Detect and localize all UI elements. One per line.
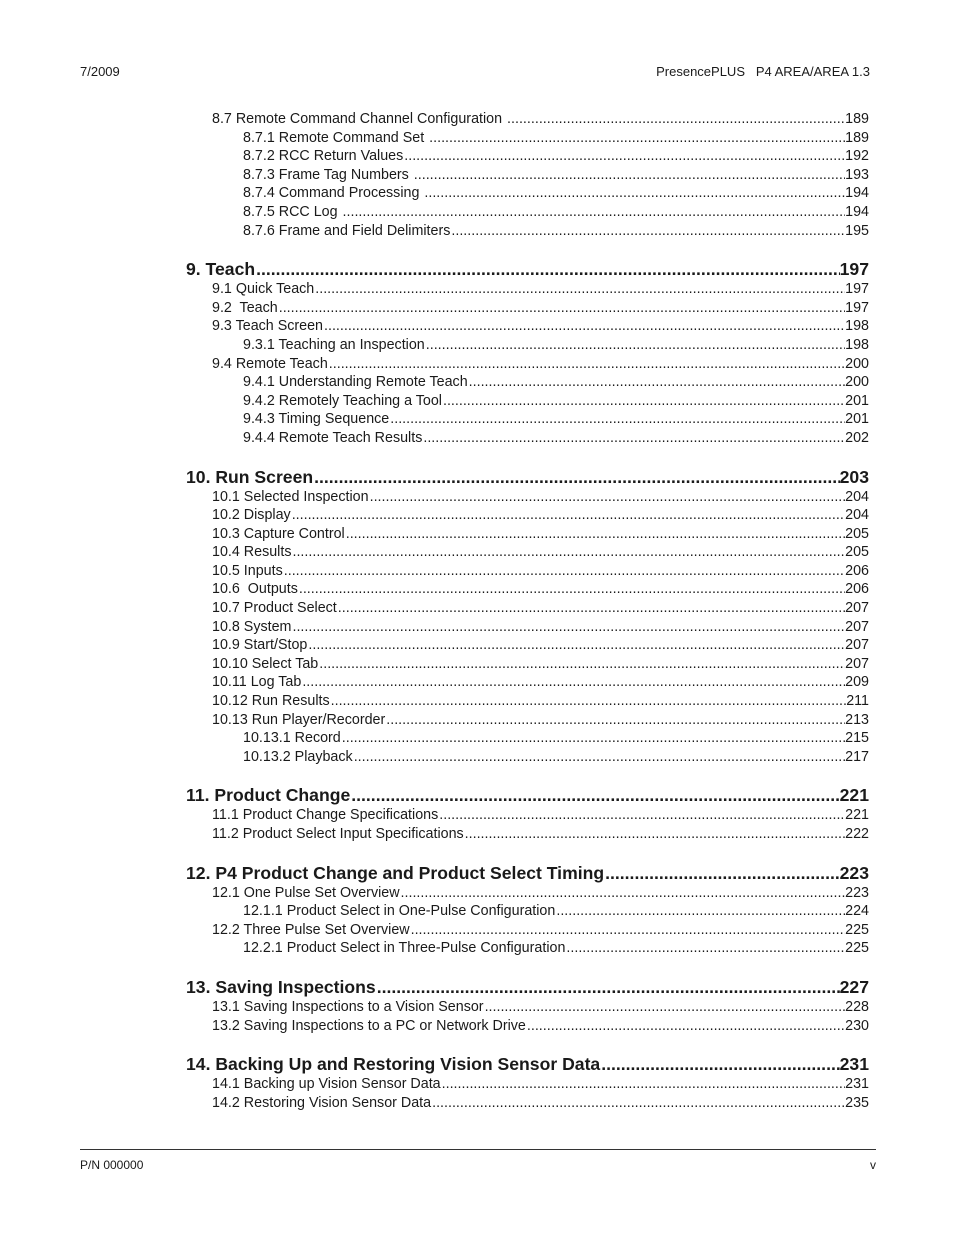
toc-entry-page: 206 xyxy=(845,581,869,598)
toc-entry-title: 12.2.1 Product Select in Three-Pulse Configuration xyxy=(243,940,566,957)
toc-chapter-entry[interactable] xyxy=(0,1053,954,1075)
toc-entry-title: 10.1 Selected Inspection xyxy=(212,488,369,505)
toc-section-entry[interactable] xyxy=(0,562,954,581)
toc-entry-title: 9.4.3 Timing Sequence xyxy=(243,411,390,428)
toc-entry-title: 9.4.4 Remote Teach Results xyxy=(243,429,423,446)
toc-entry-page: 200 xyxy=(845,374,869,391)
toc-dot-leader xyxy=(485,998,846,1017)
toc-dot-leader xyxy=(324,317,845,336)
toc-section-entry[interactable] xyxy=(0,355,954,374)
toc-entry-page: 206 xyxy=(845,562,869,579)
toc-entry-page: 231 xyxy=(845,1076,869,1093)
toc-section-entry[interactable] xyxy=(0,506,954,525)
toc-section-entry[interactable] xyxy=(0,599,954,618)
toc-dot-leader xyxy=(439,806,845,825)
toc-entry-page: 235 xyxy=(845,1094,869,1111)
toc-entry-title: 11.1 Product Change Specifications xyxy=(212,807,439,824)
toc-entry-title: 12.2 Three Pulse Set Overview xyxy=(212,921,410,938)
toc-section-entry[interactable] xyxy=(0,410,954,429)
toc-dot-leader xyxy=(605,862,840,884)
toc-entry-page: 228 xyxy=(845,998,869,1015)
toc-entry-title: 9.3.1 Teaching an Inspection xyxy=(243,336,425,353)
toc-entry-page: 195 xyxy=(845,222,869,239)
toc-entry-title: 8.7.1 Remote Command Set xyxy=(243,129,429,146)
toc-dot-leader xyxy=(556,902,845,921)
toc-dot-leader xyxy=(426,336,845,355)
toc-section-entry[interactable] xyxy=(0,711,954,730)
toc-section-entry[interactable] xyxy=(0,203,954,222)
toc-section-entry[interactable] xyxy=(0,317,954,336)
toc-section-entry[interactable] xyxy=(0,921,954,940)
toc-section-entry[interactable] xyxy=(0,636,954,655)
toc-entry-page: 201 xyxy=(845,392,869,409)
header-product-title: PresencePLUS P4 AREA/AREA 1.3 xyxy=(656,64,870,79)
toc-entry-title: 9.4.2 Remotely Teaching a Tool xyxy=(243,392,442,409)
toc-section-entry[interactable] xyxy=(0,110,954,129)
toc-section-entry[interactable] xyxy=(0,1075,954,1094)
toc-section-entry[interactable] xyxy=(0,729,954,748)
toc-dot-leader xyxy=(302,673,845,692)
toc-section-entry[interactable] xyxy=(0,618,954,637)
toc-section-entry[interactable] xyxy=(0,692,954,711)
toc-dot-leader xyxy=(319,655,845,674)
toc-dot-leader xyxy=(401,884,846,903)
toc-entry-page: 223 xyxy=(839,862,869,883)
toc-dot-leader xyxy=(292,506,845,525)
toc-entry-title: 9.1 Quick Teach xyxy=(212,281,315,298)
toc-section-entry[interactable] xyxy=(0,299,954,318)
toc-section-entry[interactable] xyxy=(0,429,954,448)
toc-entry-page: 207 xyxy=(845,618,869,635)
toc-entry-page: 189 xyxy=(845,129,869,146)
toc-dot-leader xyxy=(443,392,845,411)
toc-entry-page: 209 xyxy=(845,674,869,691)
toc-entry-title: 10.6 Outputs xyxy=(212,581,298,598)
toc-dot-leader xyxy=(308,636,845,655)
toc-section-entry[interactable] xyxy=(0,884,954,903)
header-date: 7/2009 xyxy=(80,64,120,79)
table-of-contents xyxy=(0,110,954,1112)
toc-entry-page: 201 xyxy=(845,411,869,428)
toc-entry-title: 13.1 Saving Inspections to a Vision Sensor xyxy=(212,998,484,1015)
toc-section-entry[interactable] xyxy=(0,902,954,921)
toc-dot-leader xyxy=(338,599,845,618)
toc-entry-page: 192 xyxy=(845,148,869,165)
toc-dot-leader xyxy=(469,373,845,392)
toc-entry-title: 10.13 Run Player/Recorder xyxy=(212,711,386,728)
toc-section-entry[interactable] xyxy=(0,825,954,844)
toc-dot-leader xyxy=(566,939,845,958)
toc-entry-title: 10.3 Capture Control xyxy=(212,525,345,542)
toc-entry-title: 10. Run Screen xyxy=(186,466,314,487)
toc-entry-title: 10.7 Product Select xyxy=(212,600,337,617)
toc-entry-page: 227 xyxy=(839,976,869,997)
toc-entry-page: 225 xyxy=(845,940,869,957)
toc-dot-leader xyxy=(411,921,846,940)
toc-section-entry[interactable] xyxy=(0,373,954,392)
toc-entry-page: 205 xyxy=(845,544,869,561)
toc-dot-leader xyxy=(314,466,840,488)
toc-entry-title: 8.7.4 Command Processing xyxy=(243,185,424,202)
toc-section-entry[interactable] xyxy=(0,336,954,355)
toc-section-entry[interactable] xyxy=(0,1094,954,1113)
toc-entry-page: 197 xyxy=(839,259,869,280)
toc-section-entry[interactable] xyxy=(0,129,954,148)
toc-section-entry[interactable] xyxy=(0,1017,954,1036)
toc-dot-leader xyxy=(329,355,845,374)
footer-page-number: v xyxy=(870,1158,876,1172)
toc-chapter-entry[interactable] xyxy=(0,466,954,488)
toc-section-entry[interactable] xyxy=(0,184,954,203)
toc-dot-leader xyxy=(284,562,845,581)
toc-dot-leader xyxy=(527,1017,845,1036)
toc-dot-leader xyxy=(390,410,845,429)
toc-entry-title: 11. Product Change xyxy=(186,785,351,806)
toc-dot-leader xyxy=(386,711,845,730)
toc-dot-leader xyxy=(414,166,845,185)
toc-entry-title: 10.13.2 Playback xyxy=(243,748,353,765)
toc-entry-title: 14. Backing Up and Restoring Vision Sensor Data xyxy=(186,1054,601,1075)
toc-entry-page: 224 xyxy=(845,903,869,920)
toc-entry-title: 8.7.5 RCC Log xyxy=(243,203,342,220)
toc-entry-title: 10.5 Inputs xyxy=(212,562,283,579)
toc-entry-title: 13.2 Saving Inspections to a PC or Network Drive xyxy=(212,1017,526,1034)
toc-entry-page: 231 xyxy=(839,1054,869,1075)
toc-entry-page: 204 xyxy=(845,488,869,505)
toc-entry-title: 9. Teach xyxy=(186,259,256,280)
toc-dot-leader xyxy=(292,618,845,637)
toc-section-entry[interactable] xyxy=(0,488,954,507)
toc-entry-title: 10.4 Results xyxy=(212,544,292,561)
toc-entry-page: 213 xyxy=(845,711,869,728)
toc-entry-page: 194 xyxy=(845,185,869,202)
toc-dot-leader xyxy=(465,825,845,844)
toc-dot-leader xyxy=(442,1075,846,1094)
toc-entry-title: 10.2 Display xyxy=(212,507,291,524)
toc-entry-title: 12.1.1 Product Select in One-Pulse Configuration xyxy=(243,903,556,920)
toc-section-entry[interactable] xyxy=(0,998,954,1017)
toc-section-entry[interactable] xyxy=(0,166,954,185)
toc-entry-page: 198 xyxy=(845,318,869,335)
toc-entry-title: 12.1 One Pulse Set Overview xyxy=(212,884,400,901)
toc-entry-page: 207 xyxy=(845,655,869,672)
toc-entry-page: 203 xyxy=(839,466,869,487)
toc-entry-page: 189 xyxy=(845,111,869,127)
toc-chapter-entry[interactable] xyxy=(0,862,954,884)
toc-entry-title: 8.7 Remote Command Channel Configuration xyxy=(212,111,507,127)
toc-dot-leader xyxy=(354,748,845,767)
toc-entry-page: 221 xyxy=(845,807,869,824)
toc-dot-leader xyxy=(343,203,846,222)
toc-dot-leader xyxy=(299,580,845,599)
toc-entry-title: 10.9 Start/Stop xyxy=(212,637,308,654)
toc-section-entry[interactable] xyxy=(0,939,954,958)
toc-entry-page: 204 xyxy=(845,507,869,524)
toc-entry-title: 8.7.6 Frame and Field Delimiters xyxy=(243,222,451,239)
toc-dot-leader xyxy=(404,147,845,166)
toc-entry-title: 9.3 Teach Screen xyxy=(212,318,324,335)
toc-dot-leader xyxy=(377,976,840,998)
toc-entry-page: 217 xyxy=(845,748,869,765)
toc-entry-title: 9.2 Teach xyxy=(212,299,278,316)
toc-entry-title: 12. P4 Product Change and Product Select Timing xyxy=(186,862,605,883)
toc-entry-page: 200 xyxy=(845,355,869,372)
toc-entry-title: 14.2 Restoring Vision Sensor Data xyxy=(212,1094,432,1111)
toc-entry-page: 198 xyxy=(845,336,869,353)
toc-entry-title: 10.11 Log Tab xyxy=(212,674,302,691)
toc-dot-leader xyxy=(331,692,847,711)
toc-dot-leader xyxy=(315,280,845,299)
toc-dot-leader xyxy=(342,729,845,748)
toc-entry-title: 10.12 Run Results xyxy=(212,693,330,710)
toc-section-entry[interactable] xyxy=(0,392,954,411)
toc-dot-leader xyxy=(256,258,840,280)
toc-entry-title: 9.4.1 Understanding Remote Teach xyxy=(243,374,468,391)
toc-entry-page: 225 xyxy=(845,921,869,938)
toc-section-entry[interactable] xyxy=(0,525,954,544)
toc-dot-leader xyxy=(292,543,845,562)
toc-entry-title: 10.13.1 Record xyxy=(243,730,341,747)
toc-entry-page: 194 xyxy=(845,203,869,220)
toc-entry-title: 8.7.2 RCC Return Values xyxy=(243,148,404,165)
toc-entry-page: 207 xyxy=(845,637,869,654)
toc-dot-leader xyxy=(601,1053,839,1075)
toc-entry-page: 221 xyxy=(839,785,869,806)
toc-entry-page: 223 xyxy=(845,884,869,901)
toc-chapter-entry[interactable] xyxy=(0,976,954,998)
toc-entry-page: 222 xyxy=(845,826,869,842)
footer-part-number: P/N 000000 xyxy=(80,1158,144,1172)
toc-entry-page: 230 xyxy=(845,1017,869,1034)
toc-entry-page: 215 xyxy=(845,730,869,747)
toc-entry-page: 197 xyxy=(845,281,869,298)
toc-dot-leader xyxy=(507,110,845,129)
toc-section-entry[interactable] xyxy=(0,580,954,599)
toc-section-entry[interactable] xyxy=(0,222,954,241)
toc-section-entry[interactable] xyxy=(0,673,954,692)
toc-section-entry[interactable] xyxy=(0,147,954,166)
footer-divider xyxy=(80,1149,876,1150)
toc-dot-leader xyxy=(429,129,845,148)
toc-entry-page: 207 xyxy=(845,600,869,617)
toc-entry-title: 13. Saving Inspections xyxy=(186,976,376,997)
toc-section-entry[interactable] xyxy=(0,543,954,562)
toc-entry-title: 14.1 Backing up Vision Sensor Data xyxy=(212,1076,441,1093)
toc-entry-page: 197 xyxy=(845,299,869,316)
toc-dot-leader xyxy=(279,299,845,318)
toc-entry-page: 193 xyxy=(845,166,869,183)
toc-dot-leader xyxy=(423,429,845,448)
toc-section-entry[interactable] xyxy=(0,806,954,825)
toc-entry-title: 9.4 Remote Teach xyxy=(212,355,328,372)
toc-dot-leader xyxy=(424,184,845,203)
toc-chapter-entry[interactable] xyxy=(0,258,954,280)
toc-section-entry[interactable] xyxy=(0,748,954,767)
toc-entry-title: 10.10 Select Tab xyxy=(212,655,319,672)
toc-section-entry[interactable] xyxy=(0,655,954,674)
toc-dot-leader xyxy=(351,784,839,806)
toc-chapter-entry[interactable] xyxy=(0,784,954,806)
toc-entry-title: 8.7.3 Frame Tag Numbers xyxy=(243,166,413,183)
toc-entry-title: 10.8 System xyxy=(212,618,292,635)
toc-entry-page: 202 xyxy=(845,429,869,446)
toc-entry-page: 205 xyxy=(845,525,869,542)
toc-dot-leader xyxy=(432,1094,845,1113)
toc-dot-leader xyxy=(451,222,845,241)
toc-entry-page: 211 xyxy=(846,693,869,710)
toc-section-entry[interactable] xyxy=(0,280,954,299)
toc-dot-leader xyxy=(346,525,845,544)
toc-dot-leader xyxy=(370,488,846,507)
toc-entry-title: 11.2 Product Select Input Specifications xyxy=(212,826,464,842)
